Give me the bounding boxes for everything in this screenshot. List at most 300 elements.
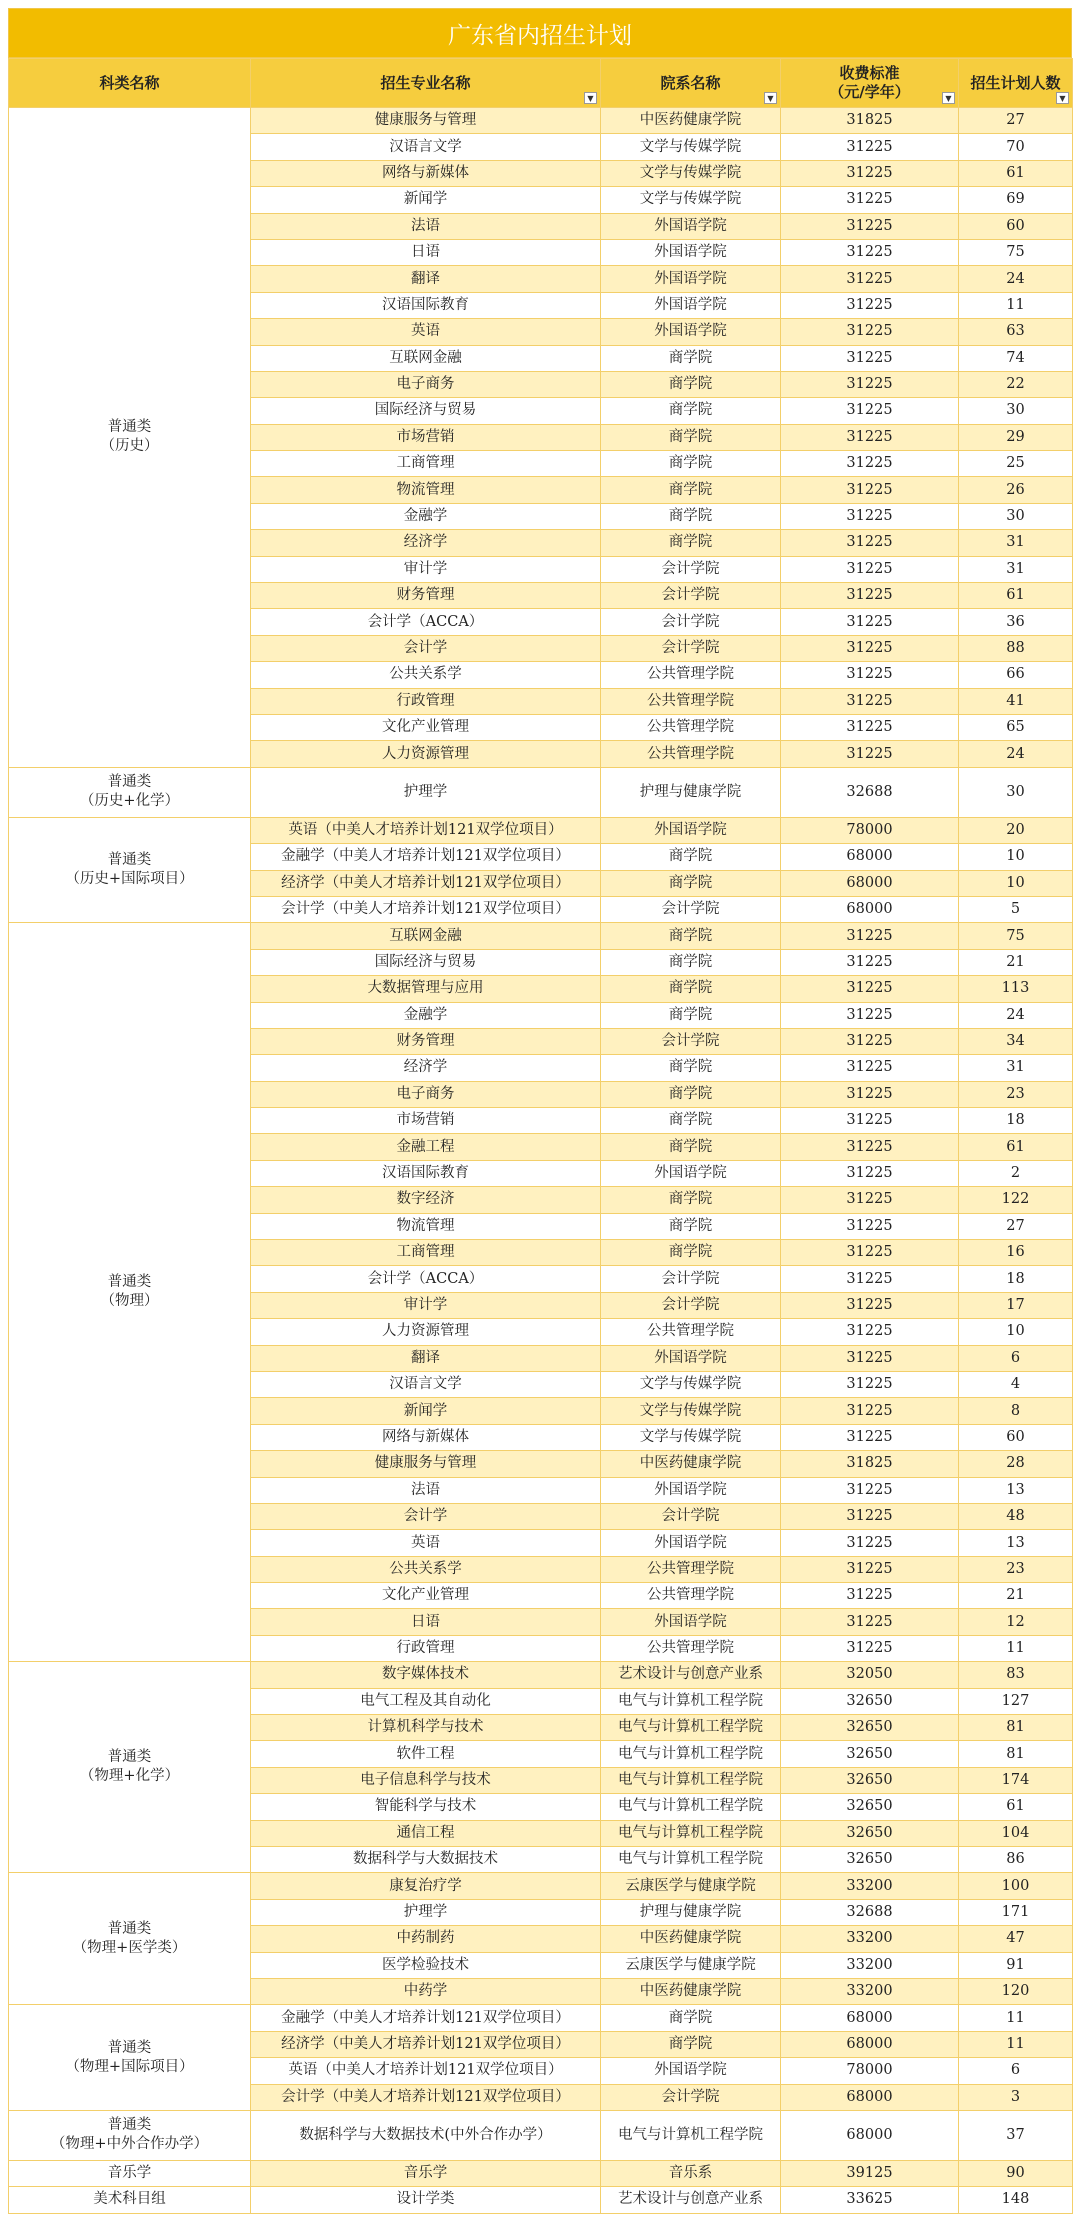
- fee-cell: 31225: [781, 292, 959, 318]
- table-row: [9, 923, 1073, 949]
- plan-cell: 11: [959, 2005, 1073, 2031]
- major-cell: 网络与新媒体: [251, 160, 601, 186]
- plan-cell: 61: [959, 1134, 1073, 1160]
- college-cell: 外国语学院: [601, 239, 781, 265]
- major-cell: 汉语国际教育: [251, 1160, 601, 1186]
- plan-cell: 65: [959, 714, 1073, 740]
- fee-cell: 31225: [781, 949, 959, 975]
- major-cell: 新闻学: [251, 187, 601, 213]
- table-row: [9, 1662, 1073, 1688]
- college-cell: 公共管理学院: [601, 662, 781, 688]
- college-cell: 外国语学院: [601, 1530, 781, 1556]
- plan-cell: 6: [959, 2058, 1073, 2084]
- college-cell: 艺术设计与创意产业系: [601, 1662, 781, 1688]
- category-cell: 普通类 （物理+国际项目）: [9, 2005, 251, 2111]
- fee-cell: 31225: [781, 345, 959, 371]
- plan-cell: 26: [959, 477, 1073, 503]
- college-cell: 外国语学院: [601, 319, 781, 345]
- college-cell: 会计学院: [601, 583, 781, 609]
- fee-cell: 68000: [781, 2005, 959, 2031]
- college-cell: 商学院: [601, 844, 781, 870]
- plan-cell: 34: [959, 1028, 1073, 1054]
- plan-cell: 27: [959, 1213, 1073, 1239]
- major-cell: 金融工程: [251, 1134, 601, 1160]
- plan-cell: 83: [959, 1662, 1073, 1688]
- fee-cell: 31225: [781, 371, 959, 397]
- major-cell: 康复治疗学: [251, 1873, 601, 1899]
- fee-cell: 31225: [781, 187, 959, 213]
- major-cell: 计算机科学与技术: [251, 1715, 601, 1741]
- plan-cell: 86: [959, 1847, 1073, 1873]
- major-cell: 中药学: [251, 1978, 601, 2004]
- major-cell: 电子商务: [251, 371, 601, 397]
- plan-cell: 75: [959, 923, 1073, 949]
- major-cell: 健康服务与管理: [251, 1451, 601, 1477]
- college-cell: 云康医学与健康学院: [601, 1873, 781, 1899]
- major-cell: 金融学: [251, 1002, 601, 1028]
- plan-cell: 60: [959, 1424, 1073, 1450]
- college-cell: 公共管理学院: [601, 688, 781, 714]
- plan-cell: 31: [959, 1055, 1073, 1081]
- major-cell: 国际经济与贸易: [251, 949, 601, 975]
- table-row: [9, 2187, 1073, 2213]
- major-cell: 经济学: [251, 530, 601, 556]
- college-cell: 电气与计算机工程学院: [601, 1715, 781, 1741]
- fee-cell: 31225: [781, 1055, 959, 1081]
- header-row: [9, 59, 1073, 108]
- major-cell: 电气工程及其自动化: [251, 1688, 601, 1714]
- fee-cell: 31225: [781, 1160, 959, 1186]
- major-cell: 行政管理: [251, 1635, 601, 1661]
- major-cell: 通信工程: [251, 1820, 601, 1846]
- college-cell: 电气与计算机工程学院: [601, 1688, 781, 1714]
- major-cell: 财务管理: [251, 583, 601, 609]
- college-cell: 商学院: [601, 371, 781, 397]
- filter-dropdown-icon[interactable]: ▼: [942, 92, 955, 104]
- plan-cell: 66: [959, 662, 1073, 688]
- college-cell: 商学院: [601, 503, 781, 529]
- fee-cell: 31225: [781, 1081, 959, 1107]
- fee-cell: 31225: [781, 1609, 959, 1635]
- major-cell: 日语: [251, 1609, 601, 1635]
- major-cell: 公共关系学: [251, 662, 601, 688]
- college-cell: 中医药健康学院: [601, 108, 781, 134]
- college-cell: 商学院: [601, 1240, 781, 1266]
- college-cell: 商学院: [601, 1108, 781, 1134]
- plan-cell: 17: [959, 1292, 1073, 1318]
- fee-cell: 31225: [781, 1292, 959, 1318]
- major-cell: 市场营销: [251, 424, 601, 450]
- college-cell: 中医药健康学院: [601, 1926, 781, 1952]
- college-cell: 商学院: [601, 976, 781, 1002]
- table-row: [9, 2110, 1073, 2160]
- plan-cell: 122: [959, 1187, 1073, 1213]
- fee-cell: 31225: [781, 1002, 959, 1028]
- plan-cell: 47: [959, 1926, 1073, 1952]
- major-cell: 汉语言文学: [251, 134, 601, 160]
- major-cell: 英语（中美人才培养计划121双学位项目）: [251, 817, 601, 843]
- plan-cell: 25: [959, 451, 1073, 477]
- fee-cell: 31225: [781, 1398, 959, 1424]
- college-cell: 电气与计算机工程学院: [601, 1820, 781, 1846]
- fee-cell: 68000: [781, 896, 959, 922]
- plan-cell: 74: [959, 345, 1073, 371]
- category-cell: 普通类 （物理）: [9, 923, 251, 1662]
- category-cell: 普通类 （历史+国际项目）: [9, 817, 251, 923]
- plan-cell: 16: [959, 1240, 1073, 1266]
- plan-cell: 60: [959, 213, 1073, 239]
- fee-cell: 78000: [781, 2058, 959, 2084]
- fee-cell: 31225: [781, 635, 959, 661]
- fee-cell: 31225: [781, 1319, 959, 1345]
- college-cell: 外国语学院: [601, 1477, 781, 1503]
- fee-cell: 78000: [781, 817, 959, 843]
- major-cell: 翻译: [251, 266, 601, 292]
- fee-cell: 31225: [781, 923, 959, 949]
- major-cell: 国际经济与贸易: [251, 398, 601, 424]
- college-cell: 商学院: [601, 1002, 781, 1028]
- plan-cell: 5: [959, 896, 1073, 922]
- college-cell: 会计学院: [601, 1266, 781, 1292]
- plan-cell: 24: [959, 741, 1073, 767]
- college-cell: 会计学院: [601, 635, 781, 661]
- major-cell: 汉语言文学: [251, 1371, 601, 1397]
- college-cell: 商学院: [601, 923, 781, 949]
- plan-cell: 24: [959, 1002, 1073, 1028]
- fee-cell: 32688: [781, 1899, 959, 1925]
- college-cell: 公共管理学院: [601, 714, 781, 740]
- plan-cell: 30: [959, 398, 1073, 424]
- college-cell: 会计学院: [601, 1292, 781, 1318]
- filter-dropdown-icon[interactable]: ▼: [584, 92, 597, 104]
- fee-cell: 31825: [781, 108, 959, 134]
- plan-cell: 2: [959, 1160, 1073, 1186]
- college-cell: 电气与计算机工程学院: [601, 2110, 781, 2160]
- major-cell: 行政管理: [251, 688, 601, 714]
- plan-cell: 18: [959, 1108, 1073, 1134]
- college-cell: 商学院: [601, 949, 781, 975]
- major-cell: 工商管理: [251, 1240, 601, 1266]
- major-cell: 审计学: [251, 556, 601, 582]
- fee-cell: 31225: [781, 714, 959, 740]
- major-cell: 医学检验技术: [251, 1952, 601, 1978]
- major-cell: 法语: [251, 1477, 601, 1503]
- major-cell: 财务管理: [251, 1028, 601, 1054]
- major-cell: 英语: [251, 319, 601, 345]
- college-cell: 商学院: [601, 870, 781, 896]
- major-cell: 金融学: [251, 503, 601, 529]
- college-cell: 中医药健康学院: [601, 1451, 781, 1477]
- plan-cell: 24: [959, 266, 1073, 292]
- plan-cell: 27: [959, 108, 1073, 134]
- major-cell: 互联网金融: [251, 345, 601, 371]
- plan-cell: 63: [959, 319, 1073, 345]
- major-cell: 数据科学与大数据技术(中外合作办学）: [251, 2110, 601, 2160]
- college-cell: 商学院: [601, 477, 781, 503]
- major-cell: 中药制药: [251, 1926, 601, 1952]
- fee-cell: 31225: [781, 741, 959, 767]
- major-cell: 经济学（中美人才培养计划121双学位项目）: [251, 870, 601, 896]
- college-cell: 外国语学院: [601, 1160, 781, 1186]
- plan-cell: 13: [959, 1477, 1073, 1503]
- college-cell: 公共管理学院: [601, 1583, 781, 1609]
- college-cell: 文学与传媒学院: [601, 1424, 781, 1450]
- category-cell: 普通类 （物理+化学）: [9, 1662, 251, 1873]
- major-cell: 数字经济: [251, 1187, 601, 1213]
- fee-cell: 31225: [781, 1134, 959, 1160]
- plan-cell: 30: [959, 503, 1073, 529]
- plan-cell: 70: [959, 134, 1073, 160]
- major-cell: 会计学（中美人才培养计划121双学位项目）: [251, 2084, 601, 2110]
- fee-cell: 31225: [781, 1240, 959, 1266]
- fee-cell: 31225: [781, 503, 959, 529]
- college-cell: 文学与传媒学院: [601, 1371, 781, 1397]
- major-cell: 物流管理: [251, 477, 601, 503]
- college-cell: 公共管理学院: [601, 1319, 781, 1345]
- college-cell: 会计学院: [601, 556, 781, 582]
- college-cell: 商学院: [601, 2005, 781, 2031]
- plan-cell: 61: [959, 160, 1073, 186]
- college-cell: 外国语学院: [601, 213, 781, 239]
- header-college: 院系名称 ▼: [601, 59, 781, 108]
- plan-cell: 171: [959, 1899, 1073, 1925]
- plan-cell: 29: [959, 424, 1073, 450]
- fee-cell: 31225: [781, 1108, 959, 1134]
- fee-cell: 31225: [781, 583, 959, 609]
- major-cell: 会计学: [251, 1503, 601, 1529]
- fee-cell: 31225: [781, 1583, 959, 1609]
- major-cell: 金融学（中美人才培养计划121双学位项目）: [251, 2005, 601, 2031]
- category-cell: 普通类 （物理+医学类）: [9, 1873, 251, 2005]
- major-cell: 会计学: [251, 635, 601, 661]
- college-cell: 商学院: [601, 2031, 781, 2057]
- college-cell: 商学院: [601, 1187, 781, 1213]
- college-cell: 电气与计算机工程学院: [601, 1847, 781, 1873]
- college-cell: 外国语学院: [601, 266, 781, 292]
- major-cell: 网络与新媒体: [251, 1424, 601, 1450]
- college-cell: 护理与健康学院: [601, 767, 781, 817]
- college-cell: 音乐系: [601, 2160, 781, 2186]
- fee-cell: 68000: [781, 2110, 959, 2160]
- fee-cell: 31225: [781, 477, 959, 503]
- major-cell: 会计学（ACCA）: [251, 1266, 601, 1292]
- fee-cell: 31825: [781, 1451, 959, 1477]
- major-cell: 英语（中美人才培养计划121双学位项目）: [251, 2058, 601, 2084]
- plan-cell: 23: [959, 1556, 1073, 1582]
- major-cell: 健康服务与管理: [251, 108, 601, 134]
- major-cell: 日语: [251, 239, 601, 265]
- filter-dropdown-icon[interactable]: ▼: [1056, 92, 1069, 104]
- fee-cell: 31225: [781, 239, 959, 265]
- college-cell: 外国语学院: [601, 1345, 781, 1371]
- fee-cell: 31225: [781, 1503, 959, 1529]
- fee-cell: 31225: [781, 160, 959, 186]
- plan-cell: 12: [959, 1609, 1073, 1635]
- college-cell: 文学与传媒学院: [601, 1398, 781, 1424]
- major-cell: 文化产业管理: [251, 714, 601, 740]
- college-cell: 公共管理学院: [601, 1635, 781, 1661]
- table-row: [9, 1873, 1073, 1899]
- major-cell: 护理学: [251, 767, 601, 817]
- fee-cell: 31225: [781, 424, 959, 450]
- fee-cell: 68000: [781, 870, 959, 896]
- major-cell: 人力资源管理: [251, 741, 601, 767]
- college-cell: 公共管理学院: [601, 1556, 781, 1582]
- major-cell: 金融学（中美人才培养计划121双学位项目）: [251, 844, 601, 870]
- plan-cell: 61: [959, 583, 1073, 609]
- major-cell: 电子商务: [251, 1081, 601, 1107]
- plan-cell: 8: [959, 1398, 1073, 1424]
- fee-cell: 39125: [781, 2160, 959, 2186]
- college-cell: 商学院: [601, 1055, 781, 1081]
- major-cell: 会计学（ACCA）: [251, 609, 601, 635]
- plan-cell: 37: [959, 2110, 1073, 2160]
- plan-cell: 81: [959, 1741, 1073, 1767]
- plan-cell: 120: [959, 1978, 1073, 2004]
- major-cell: 公共关系学: [251, 1556, 601, 1582]
- major-cell: 数字媒体技术: [251, 1662, 601, 1688]
- plan-cell: 18: [959, 1266, 1073, 1292]
- plan-cell: 90: [959, 2160, 1073, 2186]
- plan-cell: 127: [959, 1688, 1073, 1714]
- college-cell: 文学与传媒学院: [601, 160, 781, 186]
- college-cell: 电气与计算机工程学院: [601, 1741, 781, 1767]
- major-cell: 法语: [251, 213, 601, 239]
- major-cell: 经济学: [251, 1055, 601, 1081]
- plan-cell: 174: [959, 1767, 1073, 1793]
- category-cell: 普通类 （历史+化学）: [9, 767, 251, 817]
- major-cell: 英语: [251, 1530, 601, 1556]
- fee-cell: 31225: [781, 1028, 959, 1054]
- college-cell: 会计学院: [601, 1028, 781, 1054]
- college-cell: 商学院: [601, 1081, 781, 1107]
- plan-cell: 91: [959, 1952, 1073, 1978]
- fee-cell: 31225: [781, 134, 959, 160]
- college-cell: 会计学院: [601, 1503, 781, 1529]
- header-fee: 收费标准 （元/学年） ▼: [781, 59, 959, 108]
- plan-cell: 148: [959, 2187, 1073, 2213]
- college-cell: 文学与传媒学院: [601, 187, 781, 213]
- fee-cell: 31225: [781, 976, 959, 1002]
- fee-cell: 31225: [781, 266, 959, 292]
- table-row: [9, 767, 1073, 817]
- fee-cell: 68000: [781, 844, 959, 870]
- fee-cell: 32650: [781, 1741, 959, 1767]
- filter-dropdown-icon[interactable]: ▼: [764, 92, 777, 104]
- college-cell: 商学院: [601, 398, 781, 424]
- plan-cell: 36: [959, 609, 1073, 635]
- plan-cell: 10: [959, 844, 1073, 870]
- fee-cell: 32650: [781, 1715, 959, 1741]
- college-cell: 文学与传媒学院: [601, 134, 781, 160]
- major-cell: 互联网金融: [251, 923, 601, 949]
- fee-cell: 31225: [781, 530, 959, 556]
- fee-cell: 31225: [781, 1530, 959, 1556]
- plan-cell: 13: [959, 1530, 1073, 1556]
- college-cell: 会计学院: [601, 609, 781, 635]
- fee-cell: 33200: [781, 1873, 959, 1899]
- college-cell: 云康医学与健康学院: [601, 1952, 781, 1978]
- table-row: [9, 817, 1073, 843]
- plan-cell: 28: [959, 1451, 1073, 1477]
- plan-cell: 81: [959, 1715, 1073, 1741]
- fee-cell: 31225: [781, 1266, 959, 1292]
- fee-cell: 32650: [781, 1767, 959, 1793]
- fee-cell: 32688: [781, 767, 959, 817]
- fee-cell: 31225: [781, 451, 959, 477]
- major-cell: 新闻学: [251, 1398, 601, 1424]
- major-cell: 会计学（中美人才培养计划121双学位项目）: [251, 896, 601, 922]
- plan-cell: 11: [959, 1635, 1073, 1661]
- college-cell: 公共管理学院: [601, 741, 781, 767]
- plan-cell: 11: [959, 292, 1073, 318]
- major-cell: 护理学: [251, 1899, 601, 1925]
- plan-cell: 4: [959, 1371, 1073, 1397]
- college-cell: 外国语学院: [601, 1609, 781, 1635]
- table-row: [9, 108, 1073, 134]
- major-cell: 翻译: [251, 1345, 601, 1371]
- college-cell: 商学院: [601, 1213, 781, 1239]
- college-cell: 电气与计算机工程学院: [601, 1767, 781, 1793]
- plan-cell: 31: [959, 530, 1073, 556]
- plan-cell: 31: [959, 556, 1073, 582]
- major-cell: 大数据管理与应用: [251, 976, 601, 1002]
- plan-cell: 3: [959, 2084, 1073, 2110]
- fee-cell: 68000: [781, 2031, 959, 2057]
- major-cell: 工商管理: [251, 451, 601, 477]
- plan-table: [8, 58, 1073, 2214]
- plan-cell: 10: [959, 1319, 1073, 1345]
- fee-cell: 31225: [781, 319, 959, 345]
- fee-cell: 31225: [781, 1477, 959, 1503]
- plan-cell: 88: [959, 635, 1073, 661]
- plan-cell: 100: [959, 1873, 1073, 1899]
- college-cell: 中医药健康学院: [601, 1978, 781, 2004]
- college-cell: 会计学院: [601, 896, 781, 922]
- college-cell: 艺术设计与创意产业系: [601, 2187, 781, 2213]
- college-cell: 护理与健康学院: [601, 1899, 781, 1925]
- fee-cell: 33200: [781, 1952, 959, 1978]
- fee-cell: 31225: [781, 1556, 959, 1582]
- major-cell: 电子信息科学与技术: [251, 1767, 601, 1793]
- college-cell: 商学院: [601, 345, 781, 371]
- table-row: [9, 2160, 1073, 2186]
- plan-cell: 10: [959, 870, 1073, 896]
- fee-cell: 31225: [781, 1424, 959, 1450]
- fee-cell: 31225: [781, 1635, 959, 1661]
- college-cell: 外国语学院: [601, 292, 781, 318]
- category-cell: 普通类 （历史）: [9, 108, 251, 768]
- fee-cell: 32650: [781, 1794, 959, 1820]
- plan-cell: 61: [959, 1794, 1073, 1820]
- major-cell: 物流管理: [251, 1213, 601, 1239]
- category-cell: 音乐学: [9, 2160, 251, 2186]
- college-cell: 外国语学院: [601, 2058, 781, 2084]
- college-cell: 商学院: [601, 530, 781, 556]
- sheet-title: 广东省内招生计划: [8, 8, 1072, 58]
- fee-cell: 31225: [781, 609, 959, 635]
- plan-sheet: [8, 8, 1072, 2214]
- college-cell: 会计学院: [601, 2084, 781, 2110]
- fee-cell: 31225: [781, 213, 959, 239]
- major-cell: 人力资源管理: [251, 1319, 601, 1345]
- category-cell: 普通类 （物理+中外合作办学）: [9, 2110, 251, 2160]
- plan-cell: 69: [959, 187, 1073, 213]
- table-body: [9, 108, 1073, 2214]
- fee-cell: 31225: [781, 1345, 959, 1371]
- fee-cell: 31225: [781, 556, 959, 582]
- major-cell: 审计学: [251, 1292, 601, 1318]
